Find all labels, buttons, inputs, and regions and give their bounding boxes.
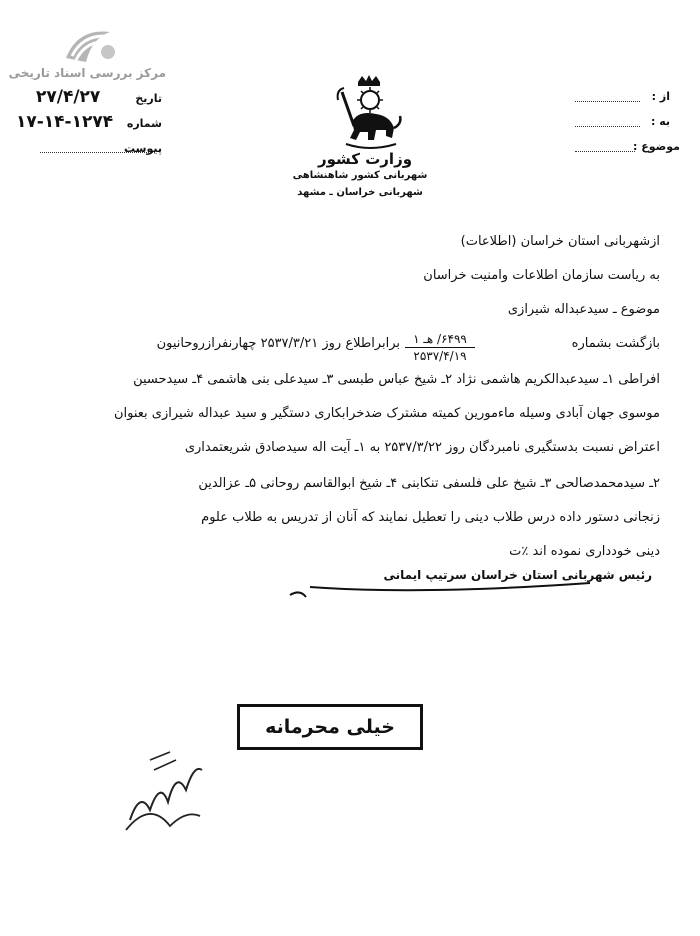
- from-line: [575, 101, 640, 102]
- ref-denominator: ۲۵۳۷/۴/۱۹: [413, 349, 467, 363]
- stamp-text: خیلی محرمانه: [265, 716, 395, 738]
- to-label: به :: [650, 115, 670, 128]
- date-label: تاریخ: [135, 92, 162, 105]
- date-value: ۲۷/۴/۲۷: [36, 87, 101, 107]
- ministry-title: وزارت کشور: [317, 150, 413, 168]
- confidential-stamp: [237, 704, 423, 750]
- handwritten-note-icon: [110, 730, 210, 840]
- ref-numerator: ۶۴۹۹/ هـ ۱: [405, 332, 475, 348]
- subject-line: [575, 151, 635, 152]
- number-label: شماره: [126, 117, 162, 130]
- lion-and-sun-emblem-icon: [332, 74, 406, 154]
- from-line-text: ازشهربانی استان خراسان (اطلاعات): [460, 234, 660, 249]
- ref-prefix: بازگشت بشماره: [571, 336, 660, 351]
- number-value: ۱۷-۱۴-۱۲۷۴: [16, 112, 114, 132]
- body-line-6: زنجانی دستور داده درس طلاب دینی را تعطیل نمایند که آنان از تدریس به طلاب علوم: [201, 510, 660, 525]
- attachment-label: پیوست: [124, 142, 162, 155]
- body-line-2: افراطی ۱ـ سیدعبدالکریم هاشمی نژاد ۲ـ شیخ عباس طبسی ۳ـ سیدعلی بنی هاشمی ۴ـ سیدحسین: [133, 372, 660, 387]
- body-line-3: موسوی جهان آبادی وسیله ماءمورین کمیته مشترک ضدخرابکاری دستگیر و سید عبداله شیرازی بعنوان: [113, 406, 660, 421]
- signer-name: رئیس شهربانی استان خراسان سرتیپ ایمانی: [383, 568, 652, 582]
- subject-label: موضوع :: [633, 140, 680, 153]
- from-label: از :: [651, 90, 670, 103]
- mashhad-police-title: شهربانی خراسان ـ مشهد: [297, 187, 423, 198]
- archive-logo-icon: [58, 22, 118, 70]
- police-dept-title: شهربانی کشور شاهنشاهی: [292, 170, 428, 181]
- to-line-text: به ریاست سازمان اطلاعات وامنیت خراسان: [423, 268, 660, 283]
- subject-line-text: موضوع ـ سیدعبداله شیرازی: [507, 302, 660, 317]
- ref-fraction: [405, 332, 475, 363]
- to-line: [575, 126, 640, 127]
- signature-stroke-icon: [270, 565, 600, 605]
- watermark-text: مرکز بررسی اسناد تاریخی: [8, 66, 166, 80]
- body-line-7: دینی خودداری نموده اند ٪ت: [509, 544, 660, 559]
- body-line-4: اعتراض نسبت بدستگیری نامبردگان روز ۲۵۳۷/۳/۲۲ به ۱ـ آیت اله سیدصادق شریعتمداری: [184, 440, 660, 455]
- ref-suffix: برابراطلاع روز ۲۵۳۷/۳/۲۱ چهارنفرازروحانیون: [156, 336, 400, 351]
- body-line-5: ۲ـ سیدمحمدصالحی ۳ـ شیخ علی فلسفی تنکابنی ۴ـ شیخ ابوالقاسم روحانی ۵ـ عزالدین: [198, 476, 660, 491]
- attachment-line: [40, 152, 155, 153]
